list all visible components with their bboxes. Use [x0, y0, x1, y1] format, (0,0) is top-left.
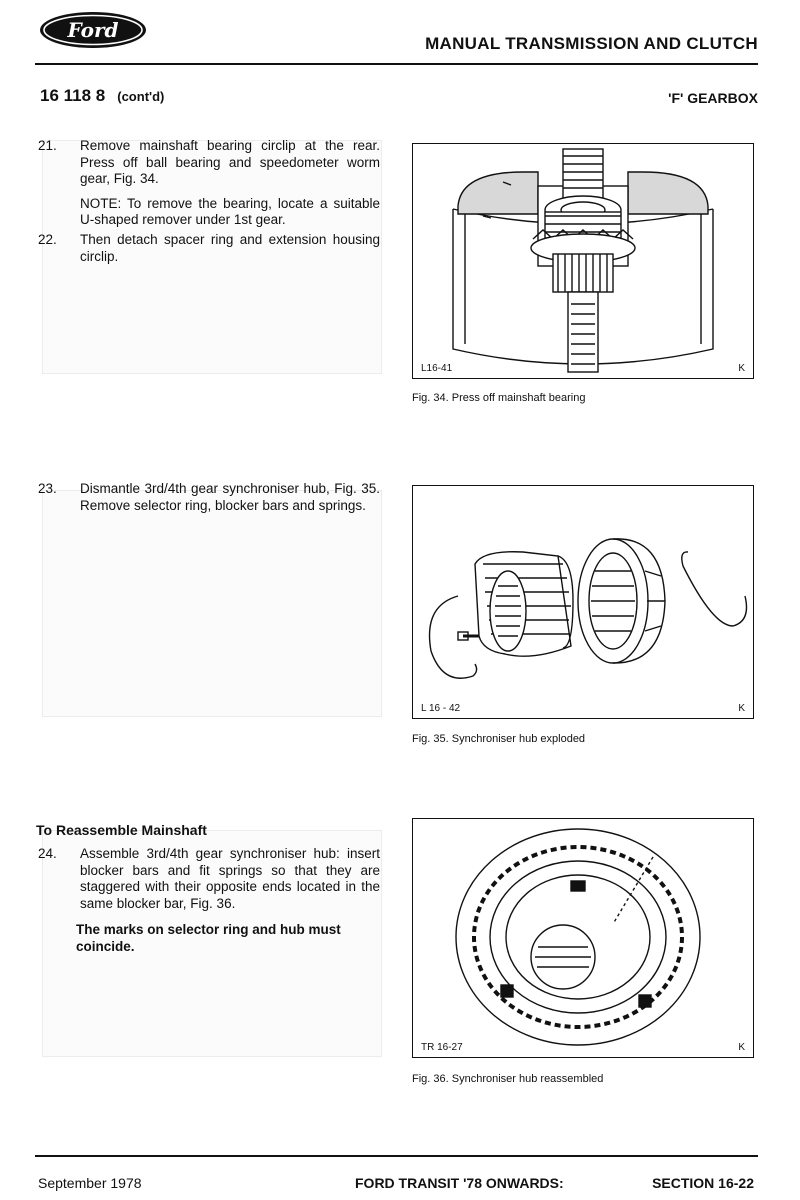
footer-rule — [35, 1155, 758, 1157]
operation-reference — [40, 86, 164, 106]
step-23 — [38, 481, 380, 514]
footer-publication: FORD TRANSIT '78 ONWARDS: — [355, 1175, 564, 1191]
footer-section: SECTION 16-22 — [652, 1175, 754, 1191]
figure-36-caption: Fig. 36. Synchroniser hub reassembled — [412, 1073, 604, 1085]
figure-corner-mark: K — [738, 1042, 745, 1053]
document-title: MANUAL TRANSMISSION AND CLUTCH — [425, 34, 758, 53]
section-subheading: To Reassemble Mainshaft — [36, 822, 207, 838]
header-rule — [35, 63, 758, 65]
step-number: 23. — [38, 481, 57, 496]
step-22 — [38, 232, 380, 265]
footer-date: September 1978 — [38, 1175, 142, 1191]
step-number: 21. — [38, 138, 57, 153]
figure-corner-mark: K — [738, 363, 745, 374]
synchroniser-hub-reassembled-illustration — [413, 819, 753, 1057]
step-note: NOTE: To remove the bearing, locate a suitable U-shaped remover under 1st gear. — [80, 195, 380, 227]
continued-label: (cont'd) — [117, 89, 165, 104]
figure-34 — [412, 143, 754, 379]
figure-code: L16-41 — [421, 363, 453, 374]
bleed-through-panel — [42, 490, 382, 717]
gearbox-label: 'F' GEARBOX — [668, 90, 758, 106]
synchroniser-hub-exploded-illustration — [413, 486, 753, 718]
step-21 — [38, 138, 380, 229]
step-text: Dismantle 3rd/4th gear synchroniser hub, Fig. 35. Remove selector ring, blocker bars and springs. — [80, 481, 380, 513]
figure-34-caption: Fig. 34. Press off mainshaft bearing — [412, 392, 586, 404]
step-text: Then detach spacer ring and extension housing circlip. — [80, 232, 380, 264]
figure-code: L 16 - 42 — [421, 703, 461, 714]
figure-35 — [412, 485, 754, 719]
step-number: 24. — [38, 846, 57, 861]
step-warning: The marks on selector ring and hub must coincide. — [76, 922, 341, 954]
step-24 — [38, 846, 380, 955]
figure-36 — [412, 818, 754, 1058]
step-text: Assemble 3rd/4th gear synchroniser hub: insert blocker bars and fit springs so that they are staggered with their opposite ends located in the same blocker bar, Fig. 36. — [80, 846, 380, 911]
figure-35-caption: Fig. 35. Synchroniser hub exploded — [412, 733, 586, 745]
ford-logo — [38, 10, 148, 50]
step-text: Remove mainshaft bearing circlip at the rear. Press off ball bearing and speedometer worm gear, Fig. 34. — [80, 138, 380, 186]
figure-code: TR 16-27 — [421, 1042, 463, 1053]
step-number: 22. — [38, 232, 57, 247]
bearing-press-illustration — [413, 144, 753, 378]
ford-logo-text: Ford — [67, 18, 119, 42]
reference-number: 16 118 8 — [40, 86, 106, 105]
figure-corner-mark: K — [738, 703, 745, 714]
